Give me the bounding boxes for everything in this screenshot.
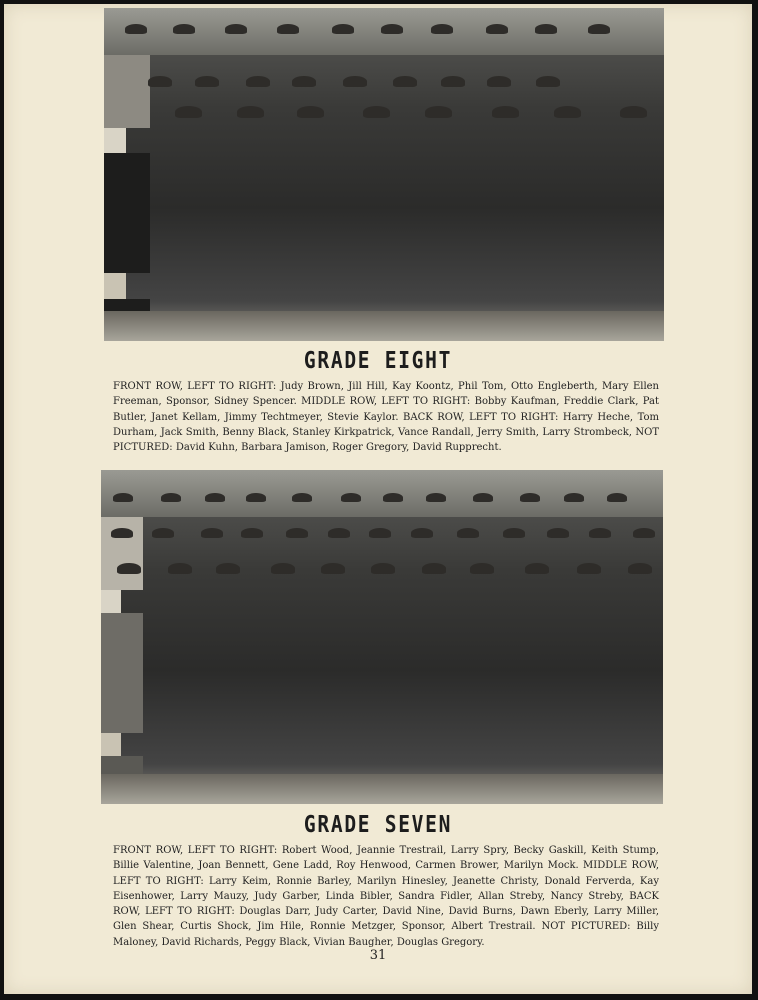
grade-seven-caption: FRONT ROW, LEFT TO RIGHT: Robert Wood, Jeannie Trestrail, Larry Spry, Becky Gaskill, Keith Stump, Billie Valentine, Joan Bennett, Gene Ladd, Roy Henwood, Carmen Brower, Marilyn Mock. MIDDLE ROW, LEFT TO RIGHT: Larry Keim, Ronnie Barley, Marilyn Hinesley, Jeanette Christy, Donald Ferverda, Kay Eisenhower, Larry Mauzy, Judy Garber, Linda Bibler, Sandra Fidler, Allan Streby, Nancy Streby, BACK ROW, LEFT TO RIGHT: Douglas Darr, Judy Carter, David Nine, David Burns, Dawn Eberly, Larry Miller, Glen Shear, Curtis Shock, Jim Hile, Ronnie Metzger, Sponsor, Albert Trestrail. NOT PICTURED: Billy Maloney, David Richards, Peggy Black, Vivian Baugher, Douglas Gregory. bbox=[113, 845, 659, 948]
grade-eight-caption: FRONT ROW, LEFT TO RIGHT: Judy Brown, Jill Hill, Kay Koontz, Phil Tom, Otto Engleberth, Mary Ellen Freeman, Sponsor, Sidney Spencer. MIDDLE ROW, LEFT TO RIGHT: Bobby Kaufman, Freddie Clark, Pat Butler, Janet Kellam, Jimmy Techtmeyer, Stevie Kaylor. BACK ROW, LEFT TO RIGHT: Harry Heche, Tom Durham, Jack Smith, Benny Black, Stanley Kirkpatrick, Vance Randall, Jerry Smith, Larry Strombeck, NOT PICTURED: David Kuhn, Barbara Jamison, Roger Gregory, David Rupprecht. bbox=[113, 381, 659, 454]
grade-seven-class-photo bbox=[101, 470, 663, 804]
grade-eight-heading: GRADE EIGHT bbox=[303, 348, 453, 374]
grade-eight-class-photo bbox=[104, 8, 664, 341]
page-number: 31 bbox=[369, 948, 387, 963]
yearbook-page bbox=[4, 4, 752, 994]
grade-seven-heading: GRADE SEVEN bbox=[303, 812, 453, 838]
